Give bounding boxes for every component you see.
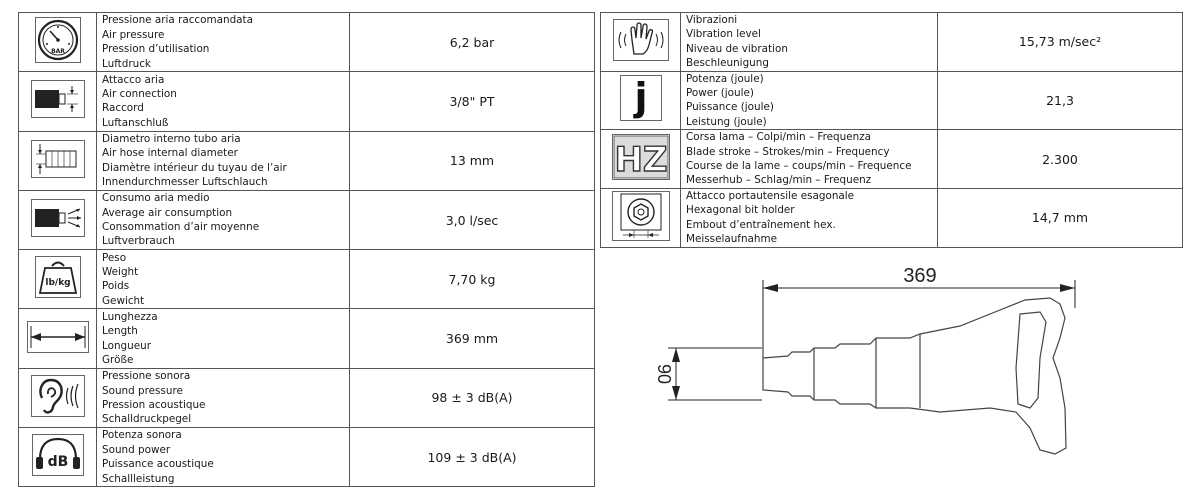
- spec-label-cell: [97, 368, 350, 427]
- spec-label-line: Meisselaufnahme: [686, 233, 778, 246]
- pressure-gauge-icon: [35, 17, 81, 63]
- spec-label-line: Corsa lama – Colpi/min – Frequenza: [686, 131, 872, 144]
- spec-row: [19, 428, 595, 487]
- spec-label-line: Sound power: [102, 443, 171, 456]
- spec-label-line: Niveau de vibration: [686, 42, 788, 55]
- spec-label-line: Weight: [102, 265, 139, 278]
- spec-value: 3/8" PT: [350, 72, 595, 131]
- spec-label-line: Potenza sonora: [102, 429, 182, 442]
- spec-label-line: Potenza (joule): [686, 72, 764, 85]
- spec-label-line: Longueur: [102, 339, 151, 352]
- icon-lettering: BAR: [50, 48, 65, 56]
- spec-icon-cell: [19, 309, 97, 368]
- spec-row: [19, 250, 595, 309]
- spec-value: 109 ± 3 dB(A): [350, 428, 595, 487]
- spec-label-cell: [97, 131, 350, 190]
- spec-label-line: Innendurchmesser Luftschlauch: [102, 176, 268, 189]
- spec-icon-cell: [19, 428, 97, 487]
- air-hose-icon: [31, 140, 85, 178]
- spec-label-line: Gewicht: [102, 294, 145, 307]
- spec-label-line: Diamètre intérieur du tuyau de l’air: [102, 161, 287, 174]
- specs-table-left: [18, 12, 595, 487]
- spec-row: [601, 188, 1183, 247]
- joule-icon: [620, 75, 662, 121]
- air-connection-icon: [31, 80, 85, 118]
- spec-label-line: Peso: [102, 251, 127, 264]
- spec-label-line: Beschleunigung: [686, 57, 769, 70]
- hz-icon: [612, 134, 670, 180]
- spec-value: 15,73 m/sec²: [938, 13, 1183, 72]
- spec-icon-cell: [19, 72, 97, 131]
- spec-icon-cell: [19, 131, 97, 190]
- spec-label-line: Blade stroke – Strokes/min – Frequency: [686, 145, 890, 158]
- spec-value: 7,70 kg: [350, 250, 595, 309]
- spec-label-line: Größe: [102, 354, 134, 367]
- spec-label-line: Embout d’entraînement hex.: [686, 218, 836, 231]
- spec-label-line: Diametro interno tubo aria: [102, 132, 241, 145]
- spec-row: [19, 368, 595, 427]
- spec-icon-cell: [601, 13, 681, 72]
- spec-row: [19, 309, 595, 368]
- spec-label-line: Sound pressure: [102, 384, 183, 397]
- spec-label-line: Leistung (joule): [686, 115, 767, 128]
- icon-lettering: j: [633, 76, 648, 120]
- spec-row: [19, 131, 595, 190]
- specs-table-right: [600, 12, 1183, 248]
- icon-lettering: lb/kg: [44, 278, 71, 289]
- spec-label-cell: [97, 250, 350, 309]
- spec-icon-cell: [19, 13, 97, 72]
- spec-label-line: Pressione sonora: [102, 370, 191, 383]
- spec-label-line: Course de la lame – coups/min – Frequence: [686, 160, 912, 173]
- spec-label-line: Luftverbrauch: [102, 235, 175, 248]
- spec-value: 98 ± 3 dB(A): [350, 368, 595, 427]
- spec-label-cell: [97, 13, 350, 72]
- spec-value: 369 mm: [350, 309, 595, 368]
- spec-value: 3,0 l/sec: [350, 190, 595, 249]
- spec-label-line: Schalldruckpegel: [102, 413, 192, 426]
- spec-label-cell: [97, 309, 350, 368]
- spec-label-line: Attacco aria: [102, 73, 165, 86]
- spec-label-cell: [681, 130, 938, 189]
- air-consumption-icon: [31, 199, 85, 237]
- spec-label-line: Air connection: [102, 88, 177, 101]
- headphones-db-icon: [32, 434, 84, 476]
- spec-value: 21,3: [938, 71, 1183, 130]
- spec-value: 14,7 mm: [938, 188, 1183, 247]
- spec-icon-cell: [19, 190, 97, 249]
- spec-label-line: Messerhub – Schlag/min – Frequenz: [686, 174, 872, 187]
- spec-label-line: Pression d’utilisation: [102, 43, 210, 56]
- spec-label-line: Pression acoustique: [102, 398, 206, 411]
- spec-label-line: Schallleistung: [102, 472, 175, 485]
- spec-label-line: Consumo aria medio: [102, 192, 210, 205]
- spec-label-cell: [681, 188, 938, 247]
- length-icon: [27, 321, 89, 353]
- spec-label-line: Power (joule): [686, 87, 754, 100]
- spec-label-line: Air hose internal diameter: [102, 147, 238, 160]
- spec-label-line: Lunghezza: [102, 310, 158, 323]
- spec-label-line: Luftanschluß: [102, 116, 169, 129]
- spec-icon-cell: [19, 250, 97, 309]
- spec-row: [601, 13, 1183, 72]
- icon-lettering: dB: [47, 454, 68, 471]
- spec-label-cell: [97, 72, 350, 131]
- icon-lettering: HZ: [613, 140, 668, 180]
- spec-label-line: Poids: [102, 280, 130, 293]
- length-dimension-label: 369: [903, 265, 937, 287]
- air-tool-outline: [763, 298, 1066, 454]
- ear-icon: [31, 375, 85, 417]
- spec-icon-cell: [601, 188, 681, 247]
- spec-value: 2.300: [938, 130, 1183, 189]
- spec-label-cell: [681, 13, 938, 72]
- spec-label-line: Luftdruck: [102, 57, 151, 70]
- spec-label-line: Vibrazioni: [686, 14, 738, 26]
- spec-value: 6,2 bar: [350, 13, 595, 72]
- spec-icon-cell: [601, 130, 681, 189]
- spec-label-line: Average air consumption: [102, 206, 233, 219]
- spec-label-line: Length: [102, 325, 138, 338]
- vibration-hand-icon: [613, 19, 669, 61]
- spec-label-line: Hexagonal bit holder: [686, 204, 795, 217]
- spec-label-cell: [97, 190, 350, 249]
- spec-label-line: Vibration level: [686, 28, 761, 41]
- spec-row: [19, 190, 595, 249]
- spec-label-line: Puissance acoustique: [102, 458, 214, 471]
- spec-label-line: Raccord: [102, 102, 144, 115]
- spec-row: [601, 71, 1183, 130]
- height-dimension-label: 90: [654, 363, 674, 385]
- tool-dimension-drawing: [620, 258, 1090, 488]
- spec-row: [601, 130, 1183, 189]
- spec-icon-cell: [19, 368, 97, 427]
- spec-label-line: Pressione aria raccomandata: [102, 14, 253, 27]
- weight-icon: [35, 256, 81, 298]
- spec-row: [19, 13, 595, 72]
- spec-label-line: Puissance (joule): [686, 101, 774, 114]
- spec-icon-cell: [601, 71, 681, 130]
- spec-label-cell: [681, 71, 938, 130]
- spec-label-line: Consommation d’air moyenne: [102, 221, 260, 234]
- spec-label-line: Attacco portautensile esagonale: [686, 189, 855, 202]
- spec-label-line: Air pressure: [102, 28, 165, 41]
- spec-value: 13 mm: [350, 131, 595, 190]
- spec-row: [19, 72, 595, 131]
- hex-bit-holder-icon: [612, 191, 670, 241]
- spec-label-cell: [97, 428, 350, 487]
